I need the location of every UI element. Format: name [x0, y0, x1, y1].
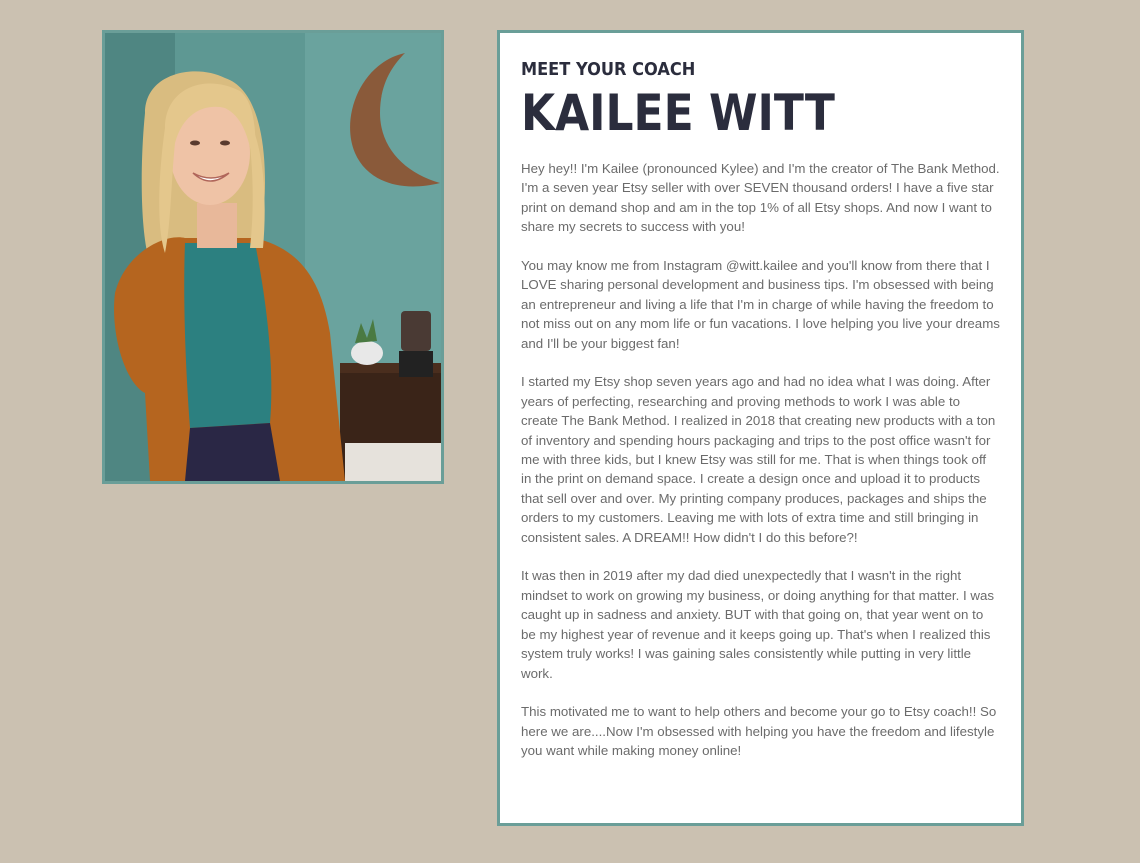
coach-bio-card [497, 30, 1024, 826]
bio-paragraph: Hey hey!! I'm Kailee (pronounced Kylee) and I'm the creator of The Bank Method. I'm a seven year Etsy seller with over SEVEN thousand orders! I have a five star print on demand shop and am in the top 1% of all Etsy shops. And now I want to share my secrets to success with you! [521, 161, 1000, 235]
section-eyebrow: MEET YOUR COACH [521, 59, 696, 80]
bio-paragraph: I started my Etsy shop seven years ago and had no idea what I was doing. After years of perfecting, researching and proving methods to work I was able to create The Bank Method. I realized in 2018 that creating new products with a ton of inventory and spending hours packaging and trips to the post office wasn't for me with three kids, but I knew Etsy was still for me. That is when things took off in the print on demand space. I create a design once and upload it to products that sell over and over. My printing company produces, packages and ships the orders to my customers. Leaving me with lots of extra time and still bringing in consistent sales. A DREAM!! How didn't I do this before?! [521, 374, 996, 545]
coach-photo [102, 30, 444, 484]
coach-bio [521, 159, 1000, 761]
coach-name-heading: KAILEE WITT [521, 84, 835, 142]
bio-paragraph: This motivated me to want to help others and become your go to Etsy coach!! So here we are....Now I'm obsessed with helping you have the freedom and lifestyle you want while making money online! [521, 704, 997, 759]
coach-portrait-photo-icon [105, 33, 441, 481]
bio-paragraph: You may know me from Instagram @witt.kailee and you'll know from there that I LOVE sharing personal development and business tips. I'm obsessed with being an entrepreneur and living a life that I'm in charge of while having the freedom to not miss out on any mom life or fun vacations. I love helping you live your dreams and I'll be your biggest fan! [521, 258, 1000, 351]
bio-paragraph: It was then in 2019 after my dad died unexpectedly that I wasn't in the right mindset to work on growing my business, or doing anything for that matter. I was caught up in sadness and anxiety. BUT with that going on, that year went on to be my highest year of revenue and it keeps going up. That's when I realized this system truly works! I was gaining sales consistently while putting in very little work. [521, 568, 995, 681]
